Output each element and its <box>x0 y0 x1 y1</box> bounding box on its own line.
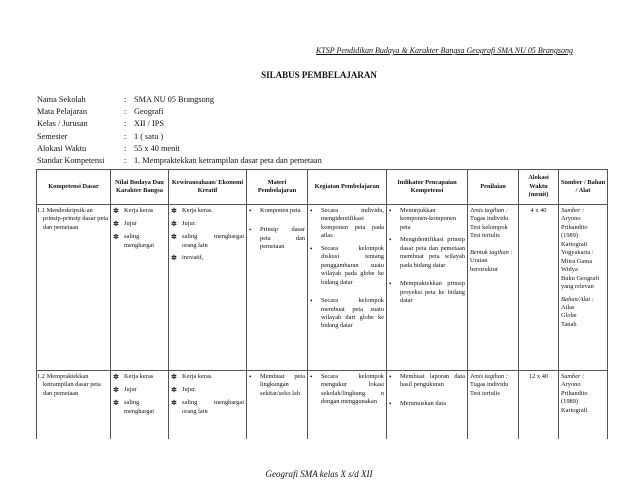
identity-colon: : <box>124 131 127 141</box>
table-header-row <box>37 170 608 205</box>
kegiatan-cell <box>308 205 387 371</box>
identity-label: Standar Kompetensi <box>37 155 105 165</box>
list-item: • Secara kelompok diskusi tentang penggambaran suatu wilayah pada globe ke bidang datar <box>310 244 384 286</box>
bullet-icon: ✲ <box>113 207 119 215</box>
bullet-icon: ✲ <box>113 233 119 242</box>
sumber-cell <box>559 205 608 371</box>
list-item: • Secara kelompok membuat peta suatu wilayah dari globe ke bidang datar <box>310 297 384 330</box>
identity-block <box>37 94 322 167</box>
list-item: ✲ saling menghargai <box>113 399 155 415</box>
list-item: • Membuat peta lingkungan sekitar/seko lah <box>249 373 305 397</box>
identity-label: Alokasi Waktu <box>37 143 87 153</box>
column-header: Sumber / Bahan / Alat <box>559 170 608 205</box>
list-item: ✲ Kerja keras <box>113 207 154 215</box>
identity-row <box>37 131 322 143</box>
identity-value: SMA NU 05 Brangsong <box>134 95 214 104</box>
bullet-icon: ✲ <box>171 373 177 381</box>
list-item: ✲ inovatif, <box>171 254 204 263</box>
bullet-icon: • <box>249 207 252 215</box>
syllabus-table <box>36 169 608 439</box>
alokasi-cell: 12 x 40 <box>519 371 559 439</box>
penilaian-item: Test kelompok <box>470 223 508 231</box>
identity-label: Semester <box>37 131 68 141</box>
penilaian-cell <box>468 205 519 371</box>
bullet-icon: ✲ <box>171 233 177 242</box>
sumber-item: Buku Geografi yang relevan <box>561 274 600 291</box>
identity-row <box>37 94 322 106</box>
sumber-heading: Bahan/Alat : <box>561 295 594 303</box>
list-item: • Komponen peta <box>249 207 301 215</box>
column-header: Kompetensi Dasar <box>37 170 111 205</box>
penilaian-cell <box>468 371 519 439</box>
table-row <box>37 205 608 371</box>
list-item: • Prinsip dasar peta dan pemetaan <box>249 226 305 251</box>
sumber-cell <box>559 371 608 439</box>
column-header: Materi Pembelajaran <box>247 170 308 205</box>
bullet-icon: ✲ <box>113 399 119 408</box>
bullet-icon: • <box>389 373 392 381</box>
list-item: ✲ Kerja keras <box>113 373 154 381</box>
bullet-icon: ✲ <box>171 220 177 229</box>
nilai-budaya-cell <box>111 205 169 371</box>
bullet-icon: ✲ <box>171 399 177 408</box>
identity-row <box>37 143 322 155</box>
list-item: • Menunjukkan komponen-komponen peta <box>389 207 457 231</box>
bullet-icon: • <box>310 244 313 253</box>
identity-label: Kelas / Jurusan <box>37 119 88 129</box>
indikator-cell <box>387 205 468 371</box>
identity-value: 1. Mempraktekkan ketrampilan dasar peta dan pemetaan <box>134 155 322 165</box>
page-header: KTSP Pendidikan Budaya & Karakter Bangsa Geografi SMA NU 05 Brangsong <box>316 46 574 55</box>
identity-row <box>37 106 322 118</box>
penilaian-heading: Jenis tagihan : <box>470 207 508 214</box>
penilaian-item: Test tertulis <box>470 389 500 397</box>
identity-colon: : <box>124 143 127 153</box>
kompetensi-dasar-cell: 1.2 Mempraktekkan ketrampilan dasar peta dan pemetaan <box>37 371 111 439</box>
identity-colon: : <box>124 119 127 129</box>
kewirausahaan-cell <box>169 371 247 439</box>
bullet-icon: ✲ <box>171 386 177 395</box>
identity-value: 55 x 40 menit <box>134 143 180 153</box>
bullet-icon: • <box>310 207 313 215</box>
penilaian-item: Uraian berstruktur <box>470 257 499 273</box>
penilaian-item: Tugas individu <box>470 215 509 223</box>
sumber-item: Atlas <box>561 303 575 311</box>
column-header: Alokasi Waktu (menit) <box>519 170 559 205</box>
bullet-icon: • <box>310 373 313 381</box>
kewirausahaan-cell <box>169 205 247 371</box>
list-item: ✲ Jujur. <box>171 220 197 229</box>
bullet-icon: • <box>249 373 252 381</box>
page-footer: Geografi SMA kelas X s/d XII <box>265 469 373 479</box>
identity-row <box>37 118 322 130</box>
alokasi-cell: 4 x 40 <box>519 205 559 371</box>
bullet-icon: • <box>310 297 313 306</box>
identity-colon: : <box>124 107 127 117</box>
list-item: ✲ Jujur. <box>171 386 197 395</box>
list-item: ✲ Kerja keras. <box>171 373 213 381</box>
bullet-icon: ✲ <box>113 220 119 229</box>
sumber-heading: Sumber : <box>561 207 585 214</box>
bullet-icon: ✲ <box>171 254 177 263</box>
identity-value: 1 ( satu ) <box>134 131 164 141</box>
identity-value: Geografi <box>134 107 164 117</box>
table-row <box>37 371 608 439</box>
nilai-budaya-cell <box>111 371 169 439</box>
sumber-item: Tanah <box>561 320 577 328</box>
identity-row <box>37 155 322 167</box>
bullet-icon: • <box>389 399 392 408</box>
identity-label: Nama Sekolah <box>37 95 86 104</box>
kegiatan-cell <box>308 371 387 439</box>
column-header: Nilai Budaya Dan Karakter Bangsa <box>111 170 169 205</box>
indikator-cell <box>387 371 468 439</box>
list-item: ✲ saling menghargai orang lain <box>171 233 244 249</box>
column-header: Kewirausahaan/ Ekonomi Kreatif <box>169 170 247 205</box>
bullet-icon: • <box>389 236 392 245</box>
column-header: Kegiatan Pembelajaran <box>308 170 387 205</box>
list-item: ✲ Jujur <box>113 220 137 229</box>
identity-colon: : <box>124 155 127 165</box>
list-item: • Membuat laporan data hasil pengukuran <box>389 373 465 389</box>
bullet-icon: • <box>249 226 252 235</box>
sumber-heading: Sumber : <box>561 373 585 380</box>
sumber-item: Aryono Prihandito (1989) Kartografi <box>561 381 588 414</box>
penilaian-heading: Jenis tagihan : <box>470 373 508 380</box>
column-header: Indikator Pencapaian Kompetensi <box>387 170 468 205</box>
sumber-item: Globe <box>561 312 577 320</box>
column-header: Penilaian <box>468 170 519 205</box>
list-item: ✲ Jujur <box>113 386 137 395</box>
list-item: • Merumuskan data <box>389 399 446 408</box>
materi-cell <box>247 205 308 371</box>
page-title: SILABUS PEMBELAJARAN <box>261 70 377 80</box>
penilaian-heading: Bentuk tagihan : <box>470 248 513 256</box>
bullet-icon: ✲ <box>113 386 119 395</box>
bullet-icon: • <box>389 207 392 215</box>
kompetensi-dasar-cell: 1.1 Mendeskripsik-an prinsip-prinsip dasar peta dan pemetaan <box>37 205 111 371</box>
identity-colon: : <box>124 95 127 104</box>
list-item: ✲ Kerja keras. <box>171 207 213 215</box>
bullet-icon: • <box>389 280 392 289</box>
penilaian-item: Tugas individu <box>470 381 509 389</box>
bullet-icon: ✲ <box>113 373 119 381</box>
list-item: • Mengidentifikasi prinsip dasar peta dan pemetaan membuat peta wilayah pada bidang datar <box>389 236 465 269</box>
list-item: ✲ saling menghargai <box>113 233 155 249</box>
list-item: • Secara kelompok mengukur lokasi sekolah/lingkung n dengan menggunakan <box>310 373 384 406</box>
list-item: ✲ saling menghargai orang lain <box>171 399 244 415</box>
list-item: • Secara individu, mengidentifikasi komponen peta pada atlas <box>310 207 384 240</box>
list-item: • Mempraktekkan prinsip proyeksi peta ke bidang datar <box>389 280 465 305</box>
sumber-item: Aryono Prihandito (1989) Kartografi Yogyakarta : Mitra Gama Widya <box>561 215 594 274</box>
materi-cell <box>247 371 308 439</box>
penilaian-item: Test tertulis <box>470 232 500 240</box>
identity-label: Mata Pelajaran <box>37 107 87 117</box>
identity-value: XII / IPS <box>134 119 164 129</box>
bullet-icon: ✲ <box>171 207 177 215</box>
